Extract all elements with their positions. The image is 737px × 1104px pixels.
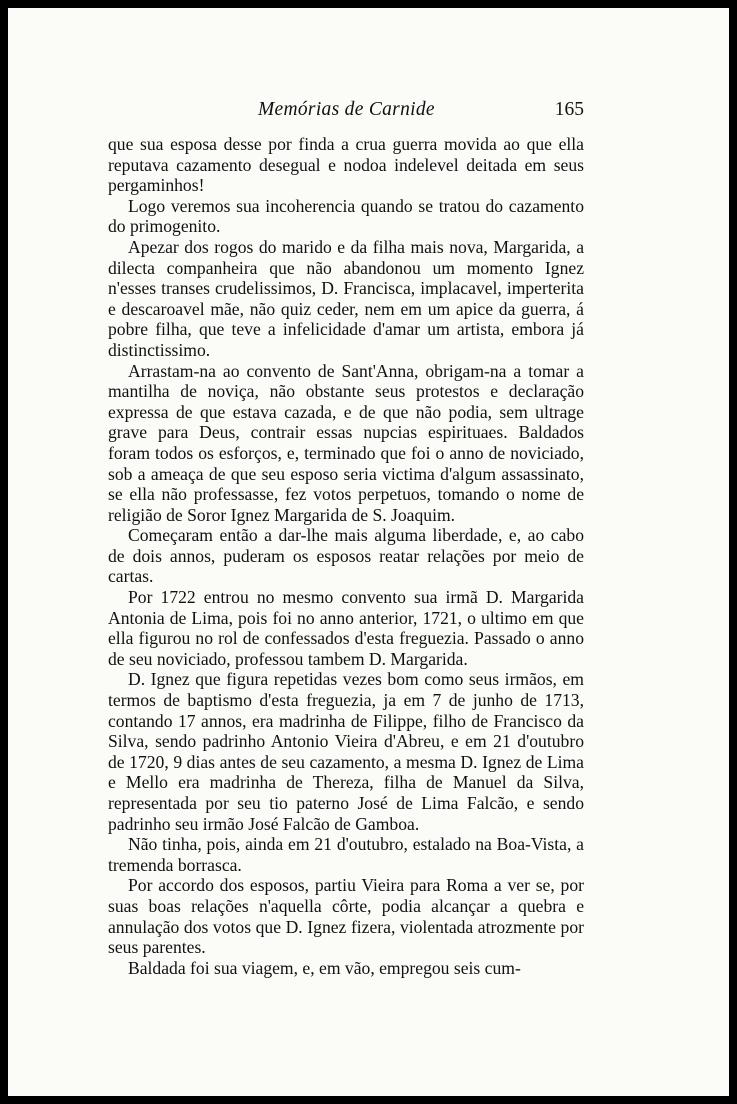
paragraph: Começaram então a dar-lhe mais alguma liberdade, e, ao cabo de dois annos, puderam os esposos reatar relações por meio de cartas. xyxy=(108,525,584,587)
running-title: Memórias de Carnide xyxy=(258,99,435,120)
body-text xyxy=(108,134,584,978)
paragraph: Baldada foi sua viagem, e, em vão, empregou seis cum- xyxy=(128,957,521,978)
paragraph: Por 1722 entrou no mesmo convento sua irmã D. Margarida Antonia de Lima, pois foi no anno anterior, 1721, o ultimo em que ella figurou no rol de confessados d'esta freguezia. Passado o anno de seu noviciado, professou tambem D. Margarida. xyxy=(108,587,584,669)
paragraph: Logo veremos sua incoherencia quando se tratou do cazamento do primogenito. xyxy=(108,195,584,237)
paragraph: Não tinha, pois, ainda em 21 d'outubro, estalado na Boa-Vista, a tremenda borrasca. xyxy=(108,834,584,875)
page-number: 165 xyxy=(554,99,584,120)
paragraph: Por accordo dos esposos, partiu Vieira para Roma a ver se, por suas boas relações n'aquella côrte, podia alcançar a quebra e annulação dos votos que D. Ignez fizera, violentada atrozmente por seus parentes. xyxy=(108,875,584,958)
page-header xyxy=(108,99,584,125)
paragraph: Arrastam-na ao convento de Sant'Anna, obrigam-na a tomar a mantilha de noviça, não obstante seus protestos e declaração expressa de que estava cazada, e de que não podia, sem ultrage grave para Deus, contrair essas nupcias espirituaes. Baldados foram todos os esforços, e, terminado que foi o anno de noviciado, sob a ameaça de que seu esposo seria victima d'algum assassinato, se ella não professasse, fez votos perpetuos, tomando o nome de religião de Soror Ignez Margarida de S. Joaquim. xyxy=(108,360,584,525)
paragraph: Apezar dos rogos do marido e da filha mais nova, Margarida, a dilecta companheira que não abandonou um momento Ignez n'esses transes crudelissimos, D. Francisca, implacavel, imperterita e descaroavel mãe, não quiz ceder, nem em um apice da guerra, á pobre filha, que teve a infelicidade d'amar um artista, embora já distinctissimo. xyxy=(108,236,584,360)
paragraph: D. Ignez que figura repetidas vezes bom como seus irmãos, em termos de baptismo d'esta freguezia, ja em 7 de junho de 1713, contando 17 annos, era madrinha de Filippe, filho de Francisco da Silva, sendo padrinho Antonio Vieira d'Abreu, e em 21 d'outubro de 1720, 9 dias antes de seu cazamento, a mesma D. Ignez de Lima e Mello era madrinha de Thereza, filha de Manuel da Silva, representada por seu tio paterno José de Lima Falcão, e sendo padrinho seu irmão José Falcão de Gamboa. xyxy=(108,669,584,834)
paragraph: que sua esposa desse por finda a crua guerra movida ao que ella reputava cazamento desegual e nodoa indelevel deitada em seus pergaminhos! xyxy=(108,134,584,196)
book-page xyxy=(8,8,729,1096)
